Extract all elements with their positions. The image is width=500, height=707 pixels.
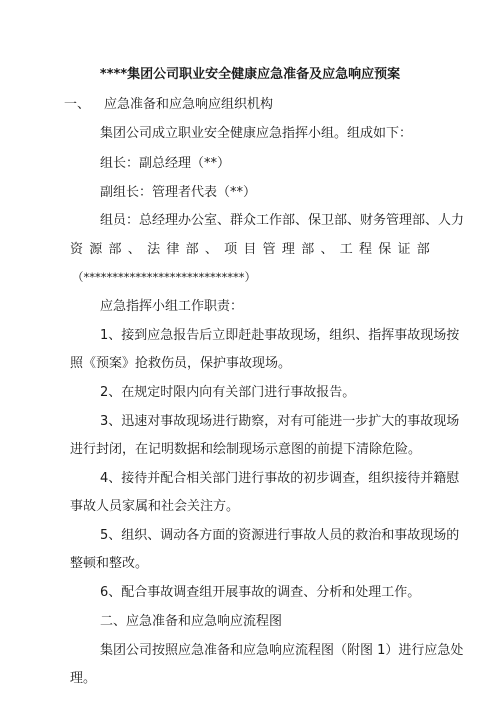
members-char: 部 [185, 242, 199, 257]
members-char: 证 [397, 242, 411, 257]
section-1-heading [64, 96, 273, 114]
duty-6: 6、配合事故调查组开展事故的调查、分析和处理工作。 [100, 585, 421, 600]
duty-1-line-1: 1、接到应急报告后立即赶赴事故现场，组织、指挥事故现场按 [100, 328, 460, 343]
duty-1-line-2: 照《预案》抢救伤员，保护事故现场。 [70, 356, 292, 371]
duties-heading: 应急指挥小组工作职责： [100, 299, 244, 314]
document-title: ****集团公司职业安全健康应急准备及应急响应预案 [99, 67, 401, 82]
process-line-1: 集团公司按照应急准备和应急响应流程图（附图 1）进行应急处 [100, 643, 464, 658]
leader-line: 组长：副总经理（**） [100, 156, 231, 171]
members-char: 、 [320, 242, 334, 257]
members-char: 工 [339, 242, 353, 257]
process-line-2: 理。 [70, 671, 97, 686]
duty-2: 2、在规定时限内向有关部门进行事故报告。 [100, 385, 356, 400]
members-line-3: （****************************） [72, 270, 256, 284]
members-char: 法 [147, 242, 161, 257]
members-char: 源 [89, 242, 103, 257]
section-1-title: 应急准备和应急响应组织机构 [104, 97, 274, 112]
members-char: 、 [127, 242, 141, 257]
members-char: 管 [262, 242, 276, 257]
deputy-leader-line: 副组长：管理者代表（**） [100, 185, 257, 200]
members-char: 部 [416, 242, 430, 257]
members-line-2 [70, 241, 430, 259]
section-1-number: 一、 [64, 97, 91, 112]
members-char: 保 [378, 242, 392, 257]
intro-paragraph: 集团公司成立职业安全健康应急指挥小组。组成如下： [100, 126, 413, 141]
members-char: 部 [108, 242, 122, 257]
duty-3-line-2: 进行封闭，在记明数据和绘制现场示意图的前提下清除危险。 [70, 442, 422, 457]
members-char: 目 [243, 242, 257, 257]
duty-3-line-1: 3、迅速对事故现场进行勘察，对有可能进一步扩大的事故现场 [100, 414, 460, 429]
duty-5-line-2: 整顿和整改。 [70, 556, 149, 571]
duty-4-line-2: 事故人员家属和社会关注方。 [70, 499, 240, 514]
duty-4-line-1: 4、接待并配合相关部门进行事故的初步调查，组织接待并籍慰 [100, 471, 460, 486]
members-char: 部 [301, 242, 315, 257]
members-char: 律 [166, 242, 180, 257]
section-2-heading: 二、应急准备和应急响应流程图 [100, 614, 283, 629]
members-char: 、 [204, 242, 218, 257]
members-char: 项 [224, 242, 238, 257]
members-line-1: 组员：总经理办公室、群众工作部、保卫部、财务管理部、人力 [100, 213, 465, 228]
members-char: 程 [358, 242, 372, 257]
members-char: 资 [70, 242, 84, 257]
members-char: 理 [281, 242, 295, 257]
duty-5-line-1: 5、组织、调动各方面的资源进行事故人员的救治和事故现场的 [100, 528, 460, 543]
